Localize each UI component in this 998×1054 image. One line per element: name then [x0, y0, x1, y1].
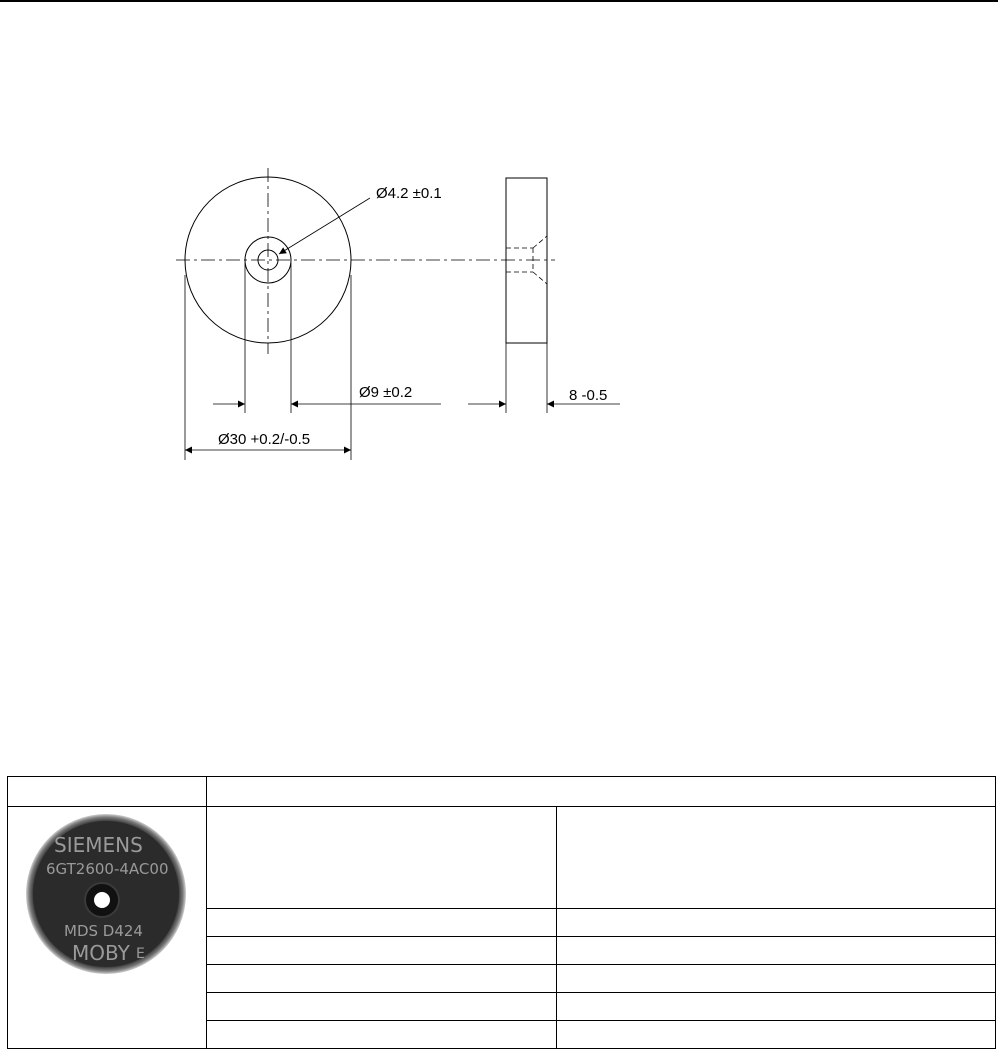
product-disc-photo	[24, 812, 189, 977]
disc-mark: E	[136, 946, 145, 962]
side-view-rect	[506, 178, 547, 343]
header-cell	[207, 777, 996, 807]
disc-order-number: 6GT2600-4AC00	[46, 860, 169, 878]
table-cell	[207, 965, 557, 993]
table-cell	[557, 807, 996, 909]
table-cell	[557, 909, 996, 937]
dim-outer-label: Ø30 +0.2/-0.5	[218, 431, 311, 448]
spec-table	[7, 776, 996, 1049]
table-cell	[207, 993, 557, 1021]
dim-inner-label: Ø9 ±0.2	[359, 384, 413, 401]
side-hidden-countersink-bottom	[533, 272, 547, 284]
header-cell	[8, 777, 207, 807]
dim-hole-label: Ø4.2 ±0.1	[376, 185, 442, 202]
table-cell	[207, 1021, 557, 1049]
side-hidden-countersink-top	[533, 236, 547, 248]
table-cell	[207, 909, 557, 937]
table-cell	[557, 993, 996, 1021]
table-header-row	[8, 777, 996, 807]
hole-leader-line	[279, 198, 370, 254]
product-photo-cell	[8, 807, 207, 1049]
table-cell	[557, 1021, 996, 1049]
table-cell	[207, 807, 557, 909]
dimension-drawing	[0, 0, 998, 480]
disc-brand: SIEMENS	[54, 833, 143, 857]
table-cell	[557, 937, 996, 965]
disc-series: MOBY	[72, 941, 130, 965]
table-row	[8, 807, 996, 909]
disc-model: MDS D424	[64, 922, 143, 940]
table-cell	[557, 965, 996, 993]
table-cell	[207, 937, 557, 965]
dim-thickness-label: 8 -0.5	[569, 387, 608, 404]
